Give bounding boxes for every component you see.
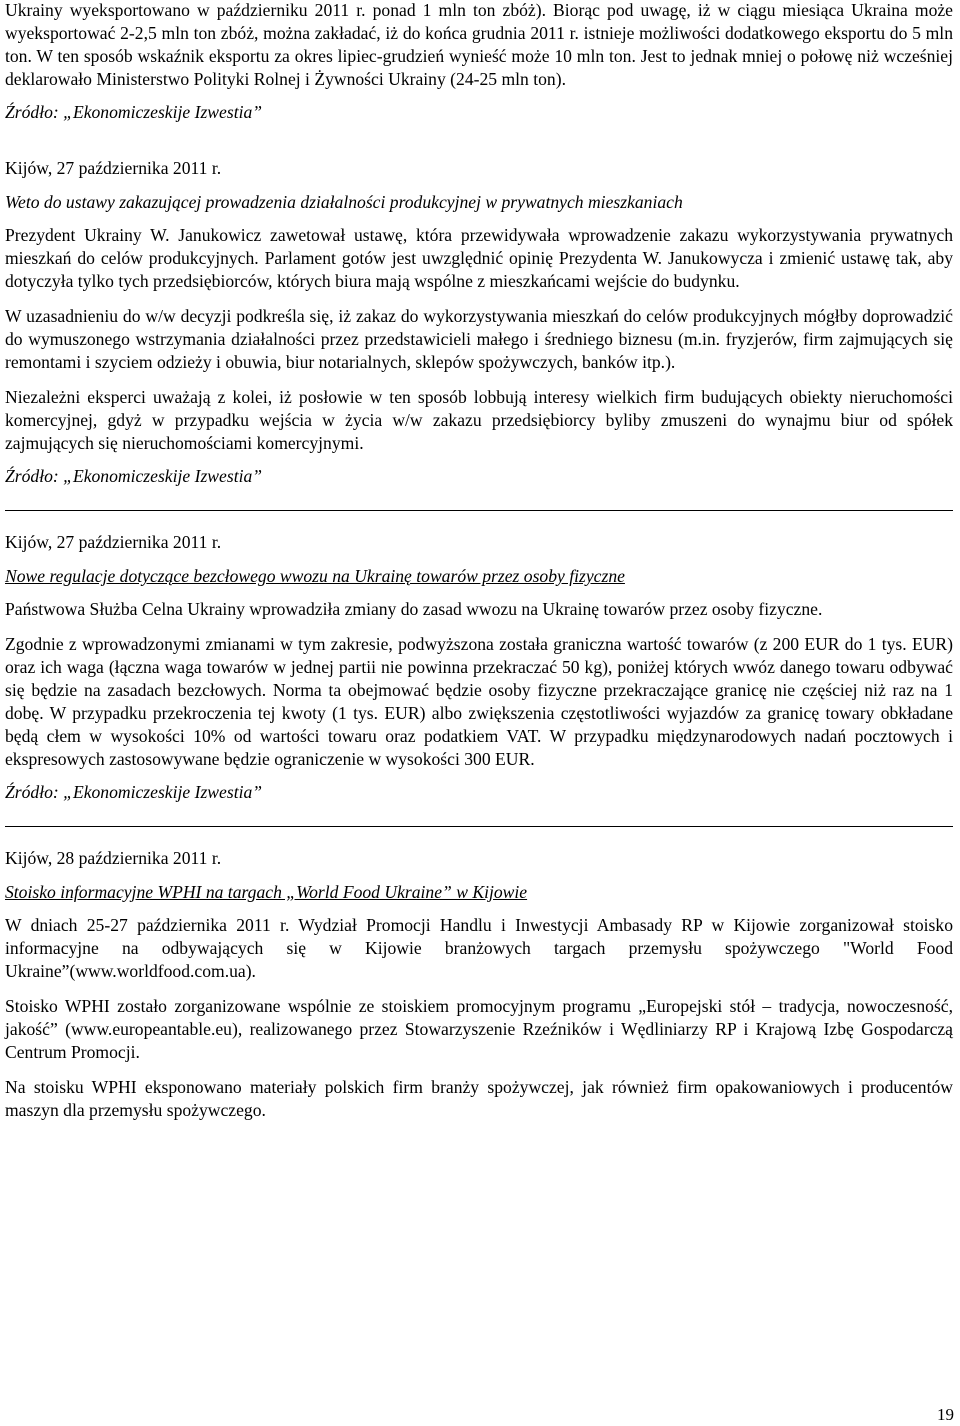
section-divider: [5, 826, 953, 827]
article-headline: Stoisko informacyjne WPHI na targach „World Food Ukraine” w Kijowie: [5, 882, 528, 902]
article-paragraph: Państwowa Służba Celna Ukrainy wprowadziła zmiany do zasad wwozu na Ukrainę towarów przez osoby fizyczne.: [5, 599, 823, 619]
article-source: Źródło: „Ekonomiczeskije Izwestia”: [5, 782, 263, 802]
article-customs: [5, 531, 953, 827]
article-paragraph: Zgodnie z wprowadzonymi zmianami w tym zakresie, podwyższona została graniczna wartość towarów (z 200 EUR do 1 tys. EUR) oraz ich waga (łączna waga towarów w jednej partii nie powinna przekraczać 50 kg), poniżej których wwóz danego towaru odbywać się będzie na zasadach bezcłowych. Norma ta obejmować będzie osoby fizyczne przekraczające granicę nie częściej niż raz na 1 dobę. W przypadku przekroczenia tej kwoty (1 tys. EUR) albo zwiększenia częstotliwości wyjazdów za granicę towary obkładane będą cłem w wysokości 10% od wartości towaru oraz podatkiem VAT. W przypadku międzynarodowych nadań pocztowych i ekspresowych zastosowywane będzie ograniczenie w wysokości 300 EUR.: [5, 634, 953, 769]
page-number: 19: [937, 1405, 954, 1424]
page-content: [5, 0, 953, 1134]
article-paragraph: W uzasadnieniu do w/w decyzji podkreśla się, iż zakaz do wykorzystywania mieszkań do celów produkcyjnych mógłby doprowadzić do wymuszonego wstrzymania działalności przez przedstawicieli małego i średniego biznesu (m.in. fryzjerów, firm zajmujących się remontami i szyciem odzieży i obuwia, biur notarialnych, sklepów spożywczych, banków itp.).: [5, 306, 953, 372]
article-source: Źródło: „Ekonomiczeskije Izwestia”: [5, 466, 263, 486]
article-veto: [5, 157, 953, 511]
article-headline: Weto do ustawy zakazującej prowadzenia działalności produkcyjnej w prywatnych mieszkaniach: [5, 192, 683, 212]
article-paragraph: Niezależni eksperci uważają z kolei, iż posłowie w ten sposób lobbują interesy wielkich firm budujących obiekty nieruchomości komercyjnej, gdyż w przypadku wejścia w życia w/w zakazu przedsiębiorcy byliby zmuszeni do wynajmu biur od spółek zajmujących się nieruchomościami komercyjnymi.: [5, 387, 953, 453]
article-world-food: [5, 847, 953, 1122]
article-date: Kijów, 27 października 2011 r.: [5, 158, 222, 178]
article-paragraph: Stoisko WPHI zostało zorganizowane wspólnie ze stoiskiem promocyjnym programu „Europejski stół – tradycja, nowoczesność, jakość” (www.europeantable.eu), realizowanego przez Stowarzyszenie Rzeźników i Wędliniarzy RP i Krajową Izbę Gospodarczą Centrum Promocji.: [5, 996, 953, 1062]
article-paragraph: Prezydent Ukrainy W. Janukowicz zawetował ustawę, która przewidywała wprowadzenie zakazu wykorzystywania prywatnych mieszkań do celów produkcyjnych. Parlament gotów jest uwzględnić opinię Prezydenta W. Janukowycza i zmienić ustawę tak, aby dotyczyła tylko tych przedsiębiorców, których biura mają wspólne z mieszkańcami wejście do budynku.: [5, 225, 953, 291]
section-divider: [5, 510, 953, 511]
article-paragraph: Ukrainy wyeksportowano w październiku 2011 r. ponad 1 mln ton zbóż). Biorąc pod uwagę, iż w ciągu miesiąca Ukraina może wyeksportować 2-2,5 mln ton zbóż, można zakładać, iż do końca grudnia 2011 r. istnieje możliwości dodatkowego eksportu do 5 mln ton. W ten sposób wskaźnik eksportu za okres lipiec-grudzień wynieść może 10 mln ton. Jest to jednak mniej o połowę niż wcześniej deklarowało Ministerstwo Polityki Rolnej i Żywności Ukrainy (24-25 mln ton).: [5, 0, 953, 89]
article-source: Źródło: „Ekonomiczeskije Izwestia”: [5, 102, 263, 122]
article-grain-export: [5, 0, 953, 124]
article-paragraph: W dniach 25-27 października 2011 r. Wydział Promocji Handlu i Inwestycji Ambasady RP w Kijowie zorganizował stoisko informacyjne na odbywających się w Kijowie branżowych targach przemysłu spożywczego "World Food Ukraine”(www.worldfood.com.ua).: [5, 915, 953, 981]
article-headline: Nowe regulacje dotyczące bezcłowego wwozu na Ukrainę towarów przez osoby fizyczne: [5, 566, 625, 586]
article-paragraph: Na stoisku WPHI eksponowano materiały polskich firm branży spożywczej, jak również firm opakowaniowych i producentów maszyn dla przemysłu spożywczego.: [5, 1077, 953, 1120]
article-date: Kijów, 27 października 2011 r.: [5, 532, 222, 552]
article-date: Kijów, 28 października 2011 r.: [5, 848, 222, 868]
